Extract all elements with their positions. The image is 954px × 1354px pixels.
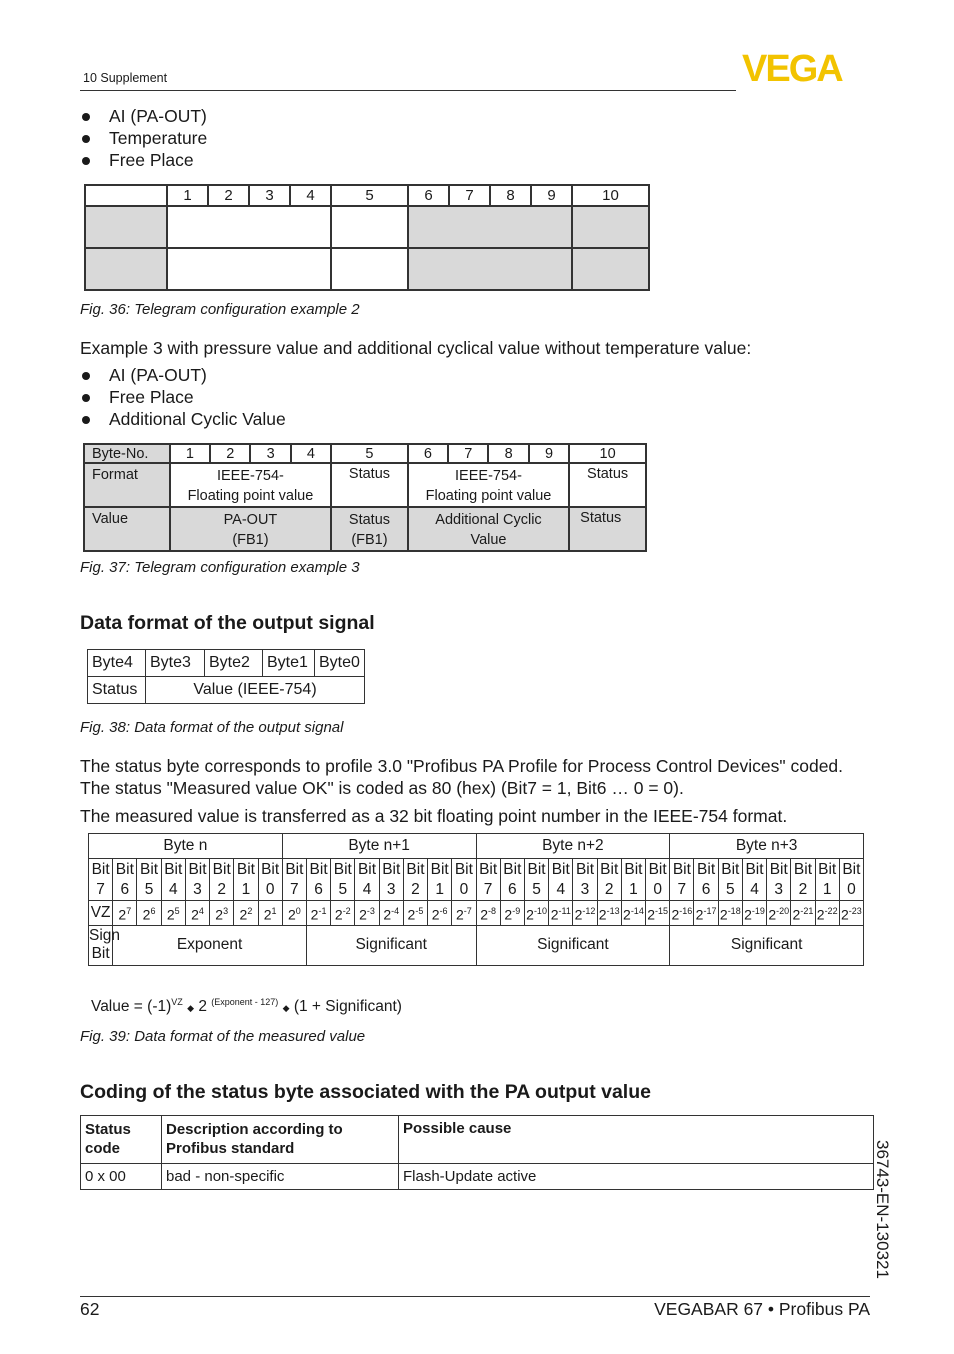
bit-cell: Bit 4 <box>161 859 185 901</box>
telegram-table-example-2: 1 2 3 4 5 6 7 8 9 10 <box>84 184 650 291</box>
paragraph: The status byte corresponds to profile 3.0 "Profibus PA Profile for Process Control Devices" coded. <box>80 756 844 776</box>
power-cell: $2^{-9}$ <box>500 901 524 926</box>
bit-cell: Bit 1 <box>234 859 258 901</box>
paragraph: Example 3 with pressure value and additional cyclical value without temperature value: <box>80 338 752 358</box>
table-row: 0 x 00 bad - non-specific Flash-Update active <box>81 1164 874 1190</box>
power-cell: $2^{-1}$ <box>306 901 330 926</box>
power-cell: $2^{-2}$ <box>331 901 355 926</box>
bit-cell: Bit 4 <box>742 859 766 901</box>
value-formula: Value = $(-1)^{VZ}$ ◆ 2 $^{(Exponent - 127)}$ ◆ (1 + Significant) <box>91 997 402 1016</box>
power-cell: $2^{-22}$ <box>815 901 839 926</box>
power-cell: $2^{-18}$ <box>718 901 742 926</box>
telegram-table-example-3: Byte-No. 1 2 3 4 5 6 7 8 9 10 Format IEEE-754- Floating point value Status IEEE-754- Floating point value Status Value PA-OUT (FB1) Status (FB1) Additional Cyclic Value Status <box>83 443 647 552</box>
bit-cell: Bit 1 <box>815 859 839 901</box>
power-cell: $2^{-12}$ <box>573 901 597 926</box>
power-cell: $2^{-21}$ <box>791 901 815 926</box>
heading-coding: Coding of the status byte associated with the PA output value <box>80 1081 651 1103</box>
page-number: 62 <box>80 1299 100 1319</box>
svg-text:VEGA: VEGA <box>742 52 842 84</box>
power-cell: $2^{-14}$ <box>621 901 645 926</box>
list-item: Free Place <box>80 386 286 408</box>
power-cell: $2^{-5}$ <box>403 901 427 926</box>
bit-cell: Bit 2 <box>210 859 234 901</box>
bit-cell: Bit 0 <box>258 859 282 901</box>
bit-cell: Bit 0 <box>646 859 670 901</box>
power-cell: $2^1$ <box>258 901 282 926</box>
bit-cell: Bit 0 <box>452 859 476 901</box>
measured-value-format-table: Byte n Byte n+1 Byte n+2 Byte n+3 Bit 7 Bit 6 Bit 5 Bit 4 Bit 3 Bit 2 Bit 1 Bit 0 Bit 7 Bit 6 Bit 5 Bit 4 Bit 3 Bit 2 Bit 1 Bit 0 Bit 7 Bit 6 Bit 5 Bit 4 Bit 3 Bit 2 Bit 1 Bit 0 Bit 7 Bit 6 Bit 5 Bit 4 Bit 3 Bit 2 Bit 1 Bit 0 VZ $2^7$ $2^6$ $2^5$ $2^4$ $2^3$ $2^2$ $2^1$ $2^0$ $2^{-1}$ $2^{-2}$ $2^{-3}$ $2^{-4}$ $2^{-5}$ $2^{-6}$ $2^{-7}$ $2^{-8}$ $2^{-9}$ $2^{-10}$ $2^{-11}$ $2^{-12}$ $2^{-13}$ $2^{-14}$ $2^{-15}$ $2^{-16}$ $2^{-17}$ $2^{-18}$ $2^{-19}$ $2^{-20}$ $2^{-21}$ $2^{-22}$ $2^{-23}$ Sign Bit Exponent Significant Significant Significant <box>88 833 864 966</box>
power-cell: $2^{-17}$ <box>694 901 718 926</box>
paragraph: The measured value is transferred as a 32 bit floating point number in the IEEE-754 format. <box>80 806 788 826</box>
power-cell: $2^4$ <box>185 901 209 926</box>
bit-cell: Bit 1 <box>428 859 452 901</box>
bit-cell: Bit 0 <box>839 859 863 901</box>
figure-caption: Fig. 37: Telegram configuration example 3 <box>80 559 360 576</box>
bit-cell: Bit 5 <box>524 859 548 901</box>
bit-cell: Bit 5 <box>137 859 161 901</box>
power-cell: $2^3$ <box>210 901 234 926</box>
product-name: VEGABAR 67 • Profibus PA <box>654 1299 870 1319</box>
power-cell: $2^{-3}$ <box>355 901 379 926</box>
power-cell: $2^{-16}$ <box>670 901 694 926</box>
bit-cell: Bit 5 <box>718 859 742 901</box>
figure-caption: Fig. 39: Data format of the measured value <box>80 1028 366 1045</box>
power-cell: $2^{-8}$ <box>476 901 500 926</box>
bit-cell: Bit 5 <box>331 859 355 901</box>
power-cell: $2^{-19}$ <box>742 901 766 926</box>
footer-rule <box>80 1296 870 1297</box>
figure-caption: Fig. 36: Telegram configuration example 2 <box>80 301 360 318</box>
bullet-list-1 <box>80 105 207 171</box>
bit-cell: Bit 2 <box>403 859 427 901</box>
output-signal-format-table: Byte4 Byte3 Byte2 Byte1 Byte0 Status Value (IEEE-754) <box>87 649 365 704</box>
bit-cell: Bit 7 <box>89 859 113 901</box>
list-item: AI (PA-OUT) <box>80 364 286 386</box>
bullet-list-2 <box>80 364 286 430</box>
list-item: Free Place <box>80 149 207 171</box>
sign-cell: VZ <box>89 901 113 926</box>
list-item: Additional Cyclic Value <box>80 408 286 430</box>
section-label: 10 Supplement <box>83 71 168 85</box>
bit-cell: Bit 3 <box>379 859 403 901</box>
bit-cell: Bit 7 <box>476 859 500 901</box>
heading-data-format: Data format of the output signal <box>80 612 375 634</box>
bit-cell: Bit 3 <box>185 859 209 901</box>
bit-cell: Bit 4 <box>355 859 379 901</box>
power-cell: $2^{-23}$ <box>839 901 863 926</box>
power-cell: $2^{-4}$ <box>379 901 403 926</box>
figure-caption: Fig. 38: Data format of the output signal <box>80 719 344 736</box>
bit-cell: Bit 7 <box>282 859 306 901</box>
power-cell: $2^{-10}$ <box>524 901 548 926</box>
bit-cell: Bit 1 <box>621 859 645 901</box>
bit-cell: Bit 6 <box>500 859 524 901</box>
bit-cell: Bit 3 <box>573 859 597 901</box>
header-rule <box>80 90 736 91</box>
bit-cell: Bit 6 <box>113 859 137 901</box>
paragraph: The status "Measured value OK" is coded as 80 (hex) (Bit7 = 1, Bit6 … 0 = 0). <box>80 778 684 798</box>
power-cell: $2^{-7}$ <box>452 901 476 926</box>
power-cell: $2^0$ <box>282 901 306 926</box>
power-cell: $2^5$ <box>161 901 185 926</box>
power-cell: $2^{-11}$ <box>549 901 573 926</box>
power-cell: $2^2$ <box>234 901 258 926</box>
bit-cell: Bit 2 <box>597 859 621 901</box>
list-item: Temperature <box>80 127 207 149</box>
power-cell: $2^6$ <box>137 901 161 926</box>
list-item: AI (PA-OUT) <box>80 105 207 127</box>
power-cell: $2^7$ <box>113 901 137 926</box>
vega-logo <box>742 52 872 89</box>
power-cell: $2^{-6}$ <box>428 901 452 926</box>
status-code-table: Status code Description according to Profibus standard Possible cause 0 x 00 bad - non-specific Flash-Update active <box>80 1115 874 1190</box>
power-cell: $2^{-20}$ <box>767 901 791 926</box>
document-number: 36743-EN-130321 <box>873 1140 892 1279</box>
power-cell: $2^{-13}$ <box>597 901 621 926</box>
bit-cell: Bit 6 <box>306 859 330 901</box>
bit-cell: Bit 3 <box>767 859 791 901</box>
power-cell: $2^{-15}$ <box>646 901 670 926</box>
bit-cell: Bit 7 <box>670 859 694 901</box>
bit-cell: Bit 4 <box>549 859 573 901</box>
bit-cell: Bit 2 <box>791 859 815 901</box>
bit-cell: Bit 6 <box>694 859 718 901</box>
